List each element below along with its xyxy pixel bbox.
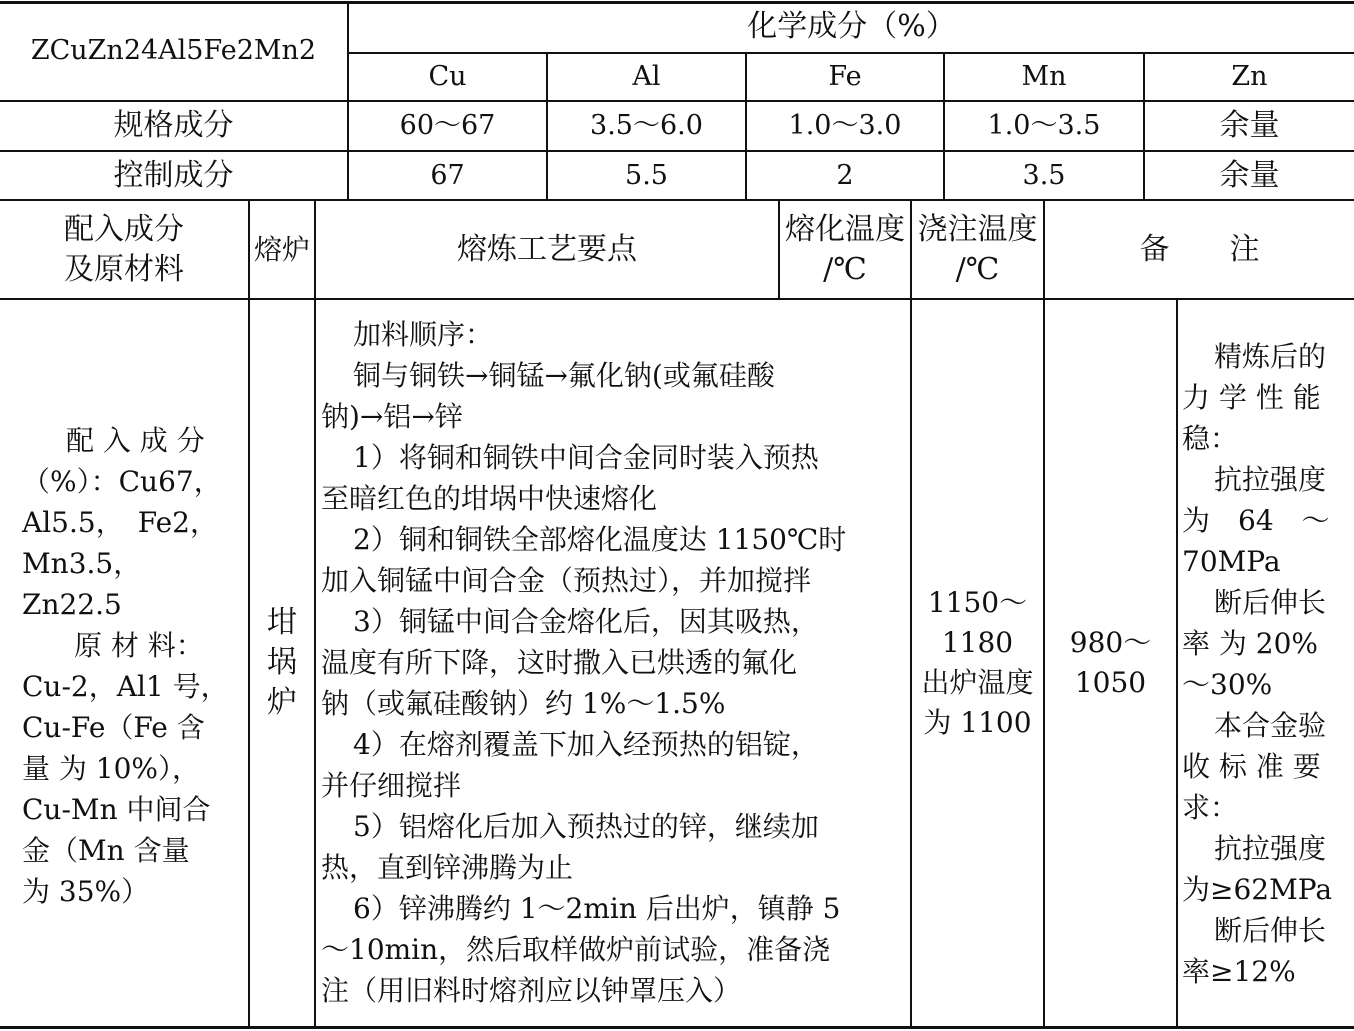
points-line: 1）将铜和铜铁中间合金同时装入预热 <box>353 441 819 474</box>
remarks-line: 力 学 性 能 <box>1182 381 1321 414</box>
pour-temp-header <box>912 201 1043 298</box>
furnace-header: 熔炉 <box>253 232 310 266</box>
col-rule-furnace <box>314 199 316 1027</box>
element-mn: Mn <box>1021 61 1067 92</box>
points-line: 热，直到锌沸腾为止 <box>321 851 574 884</box>
element-zn: Zn <box>1231 61 1268 92</box>
control-zn: 余量 <box>1219 157 1280 193</box>
remarks-line: 率 为 20% <box>1182 627 1319 660</box>
points-line: 温度有所下降，这时撒入已烘透的氟化 <box>321 646 798 679</box>
melt-temp-line: 为 1100 <box>923 706 1032 739</box>
remarks-header: 备 注 <box>1139 231 1260 267</box>
points-line: 加料顺序： <box>353 318 494 351</box>
points-line: 钠（或氟硅酸钠）约 1%～1.5% <box>321 687 726 720</box>
melt-temp-line: 1180 <box>941 626 1014 659</box>
materials-body <box>22 420 246 912</box>
control-al: 5.5 <box>625 159 668 191</box>
remarks-line: 稳： <box>1182 422 1239 455</box>
control-label: 控制成分 <box>113 157 234 193</box>
alloy-grade: ZCuZn24Al5Fe2Mn2 <box>30 35 317 66</box>
col-rule-remarks <box>1176 298 1178 1027</box>
remarks-line: 精炼后的 <box>1214 340 1327 373</box>
spec-label: 规格成分 <box>113 108 234 143</box>
spec-cu: 60～67 <box>399 110 496 141</box>
remarks-line: 率≥12% <box>1182 955 1296 988</box>
points-line: 加入铜锰中间合金（预热过），并加搅拌 <box>321 564 812 597</box>
element-cu: Cu <box>428 61 467 92</box>
spec-fe: 1.0～3.0 <box>788 110 902 141</box>
materials-line: 金（Mn 含量 <box>22 834 190 867</box>
remarks-line: 抗拉强度 <box>1214 463 1327 496</box>
materials-line: 为 35%） <box>22 875 150 908</box>
materials-line: Mn3.5， <box>22 547 142 580</box>
melt-temp-header <box>780 201 910 298</box>
materials-line: 量 为 10%）， <box>22 752 201 785</box>
melt-temp-line: 出炉温度 <box>921 666 1034 699</box>
melt-temp-header-line1: 熔化温度 <box>785 211 905 247</box>
melt-temp-value <box>912 300 1043 1026</box>
materials-line: Cu-2，Al1 号， <box>22 670 229 703</box>
points-line: 注（用旧料时熔剂应以钟罩压入） <box>321 974 742 1007</box>
materials-line: 配 入 成 分 <box>66 424 205 457</box>
composition-header: 化学成分（%） <box>747 9 956 44</box>
remarks-line: 为≥62MPa <box>1182 873 1333 906</box>
furnace-char: 坩 <box>267 605 297 640</box>
points-line: 铜与铜铁→铜锰→氟化钠(或氟硅酸 <box>353 359 775 392</box>
spec-al: 3.5～6.0 <box>590 110 703 141</box>
materials-line: Al5.5， Fe2， <box>22 506 218 539</box>
points-line: 至暗红色的坩埚中快速熔化 <box>321 482 658 515</box>
control-cu: 67 <box>430 159 465 191</box>
spec-mn: 1.0～3.5 <box>987 110 1101 141</box>
materials-header <box>0 201 248 298</box>
pour-temp-line: 1050 <box>1074 666 1147 699</box>
rule-bottom <box>0 1026 1354 1029</box>
control-fe: 2 <box>836 159 854 191</box>
remarks-line: 断后伸长 <box>1214 914 1327 947</box>
furnace-char: 埚 <box>267 645 297 680</box>
melt-temp-header-line2: /℃ <box>823 251 867 287</box>
points-line: 3）铜锰中间合金熔化后，因其吸热， <box>353 605 819 638</box>
materials-header-line1: 配入成分 <box>64 211 184 247</box>
materials-line: 原 材 料： <box>74 629 204 662</box>
process-points <box>321 314 909 1011</box>
points-line: 2）铜和铜铁全部熔化温度达 1150℃时 <box>353 523 847 556</box>
remarks-line: 70MPa <box>1182 545 1281 578</box>
melt-temp-line: 1150～ <box>927 586 1028 619</box>
remarks-line: 断后伸长 <box>1214 586 1327 619</box>
points-line: ～10min，然后取样做炉前试验，准备浇 <box>321 933 831 966</box>
materials-line: Zn22.5 <box>22 588 122 621</box>
points-line: 5）铝熔化后加入预热过的锌，继续加 <box>353 810 819 843</box>
points-line: 钠)→铝→锌 <box>321 400 463 433</box>
points-line: 6）锌沸腾约 1～2min 后出炉，镇静 5 <box>353 892 841 925</box>
points-line: 并仔细搅拌 <box>321 769 462 802</box>
materials-line: （%）：Cu67， <box>22 465 222 498</box>
points-header: 熔炼工艺要点 <box>457 231 637 267</box>
materials-line: Cu-Mn 中间合 <box>22 793 211 826</box>
remarks-body <box>1182 336 1352 992</box>
pour-temp-header-line1: 浇注温度 <box>917 211 1038 247</box>
spec-zn: 余量 <box>1219 108 1280 143</box>
materials-header-line2: 及原材料 <box>64 251 184 287</box>
furnace-type <box>250 300 314 1026</box>
remarks-line: ～30% <box>1182 668 1273 701</box>
element-al: Al <box>632 61 661 92</box>
control-mn: 3.5 <box>1022 159 1066 191</box>
materials-line: Cu-Fe（Fe 含 <box>22 711 205 744</box>
remarks-line: 收 标 准 要 <box>1182 750 1321 783</box>
remarks-line: 求： <box>1182 791 1239 824</box>
pour-temp-value <box>1045 300 1176 1026</box>
remarks-line: 抗拉强度 <box>1214 832 1327 865</box>
pour-temp-line: 980～ <box>1069 626 1152 659</box>
furnace-char: 炉 <box>267 685 297 720</box>
element-fe: Fe <box>828 61 862 92</box>
remarks-line: 为 64 ～ <box>1182 504 1330 537</box>
remarks-line: 本合金验 <box>1214 709 1327 742</box>
points-line: 4）在熔剂覆盖下加入经预热的铝锭， <box>353 728 819 761</box>
pour-temp-header-line2: /℃ <box>955 251 1000 287</box>
